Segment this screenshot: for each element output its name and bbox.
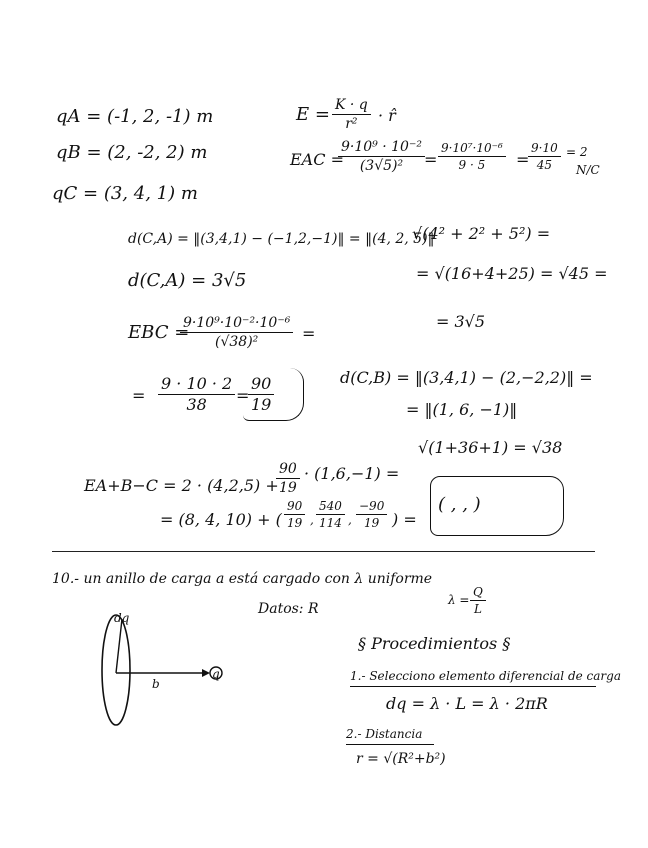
problem-statement: 10.- un anillo de carga a está cargado con λ uniforme [52, 571, 433, 587]
b-label: b [152, 677, 160, 691]
eac-unit: N/C [576, 163, 600, 177]
eabc-v3-num: −90 [356, 500, 387, 515]
eac-f3-den: 45 [536, 158, 552, 172]
ebc-result-box [243, 368, 304, 421]
eabc-num: 90 [276, 462, 300, 479]
dcb-sqrt: √(1+36+1) = √38 [418, 438, 563, 457]
ebc-f-num: 9 · 10 · 2 [158, 376, 235, 395]
section-divider [52, 551, 595, 552]
ebc-res-den: 19 [251, 395, 272, 414]
eabc-v1 [284, 500, 305, 529]
eac-lhs: EAC = [290, 150, 344, 169]
datos: Datos: R [258, 601, 319, 617]
ebc-res-num: 90 [248, 376, 274, 395]
ebc-line2-eq: = [132, 386, 146, 405]
radius-line [116, 619, 122, 673]
eabc-v1-num: 90 [284, 500, 305, 515]
ebc-eq: = [302, 324, 316, 343]
eac-f2-num: 9·10⁷·10⁻⁶ [438, 142, 506, 157]
eabc-comma-2: , [348, 513, 352, 527]
eac-fraction-2 [438, 142, 506, 171]
qb-position: qB = (2, -2, 2) m [56, 142, 208, 163]
eabc-fraction [276, 462, 300, 495]
qa-position: qA = (-1, 2, -1) m [56, 106, 214, 127]
eac-fraction-3 [528, 142, 561, 171]
e-formula-fraction [332, 98, 371, 131]
eabc-v2-num: 540 [316, 500, 345, 515]
eac-f3-num: 9·10 [528, 142, 561, 157]
lambda-def: λ = [448, 593, 470, 607]
dca-result: d(C,A) = 3√5 [128, 270, 247, 291]
sqrt-eval: = √(16+4+25) = √45 = [416, 264, 608, 283]
e-formula-den: r² [345, 116, 358, 132]
lambda-num: Q [470, 586, 486, 601]
eabc-line2: = (8, 4, 10) + ( [160, 510, 282, 529]
eabc-lhs: EA+B−C = 2 · (4,2,5) + [84, 476, 279, 495]
dca-norm: d(C,A) = ‖(3,4,1) − (−1,2,−1)‖ = ‖(4, 2, 5)‖ [128, 231, 435, 247]
eac-result: = 2 [566, 145, 588, 159]
ebc-fraction [180, 316, 293, 349]
eac-eq-2: = [516, 150, 530, 169]
r-formula: r = √(R²+b²) [356, 751, 446, 767]
step-1: 1.- Selecciono elemento diferencial de carga [350, 669, 622, 683]
lambda-den: L [473, 602, 482, 616]
ebc-f-den: 38 [186, 395, 207, 414]
eac-f1-den: (3√5)² [359, 158, 404, 174]
q-label: q [212, 667, 220, 681]
eac-fraction-1 [338, 140, 425, 173]
dcb-norm: d(C,B) = ‖(3,4,1) − (2,−2,2)‖ = [340, 368, 593, 387]
eabc-v1-den: 19 [287, 516, 303, 530]
qc-position: qC = (3, 4, 1) m [52, 183, 198, 204]
sqrt-sum: √(4² + 2² + 5²) = [412, 224, 551, 243]
eabc-tail: · (1,6,−1) = [304, 464, 400, 483]
eabc-close: ) = [392, 510, 417, 529]
ebc-res-eq: = [236, 386, 250, 405]
eac-f1-num: 9·10⁹ · 10⁻² [338, 140, 425, 157]
step-1-underline [350, 686, 596, 687]
eac-eq-1: = [424, 150, 438, 169]
dq-formula: dq = λ · L = λ · 2πR [386, 694, 548, 713]
eac-f2-den: 9 · 5 [458, 158, 486, 172]
ebc-den: (√38)² [215, 334, 259, 350]
eabc-v2-den: 114 [319, 516, 342, 530]
lambda-fraction [470, 586, 486, 615]
ebc-lhs: EBC = [128, 322, 190, 343]
dcb-vector: = ‖(1, 6, −1)‖ [406, 400, 518, 419]
axis-arrow [202, 669, 210, 677]
step-2: 2.- Distancia [346, 727, 423, 741]
final-answer: ( , , ) [438, 494, 481, 515]
ebc-fraction-2 [158, 376, 235, 413]
ebc-num: 9·10⁹·10⁻²·10⁻⁶ [180, 316, 293, 333]
e-formula-tail: · r̂ [378, 106, 396, 125]
e-formula-lhs: E = [296, 104, 330, 125]
eabc-v3-den: 19 [364, 516, 380, 530]
procedure-title: § Procedimientos § [358, 634, 511, 653]
step-2-underline [346, 744, 434, 745]
eabc-comma-1: , [310, 513, 314, 527]
sqrt-final: = 3√5 [436, 312, 486, 331]
e-formula-num: K · q [332, 98, 371, 115]
eabc-v3 [356, 500, 387, 529]
eabc-den: 19 [279, 480, 297, 496]
eabc-v2 [316, 500, 345, 529]
dq-label: dq [114, 611, 130, 625]
